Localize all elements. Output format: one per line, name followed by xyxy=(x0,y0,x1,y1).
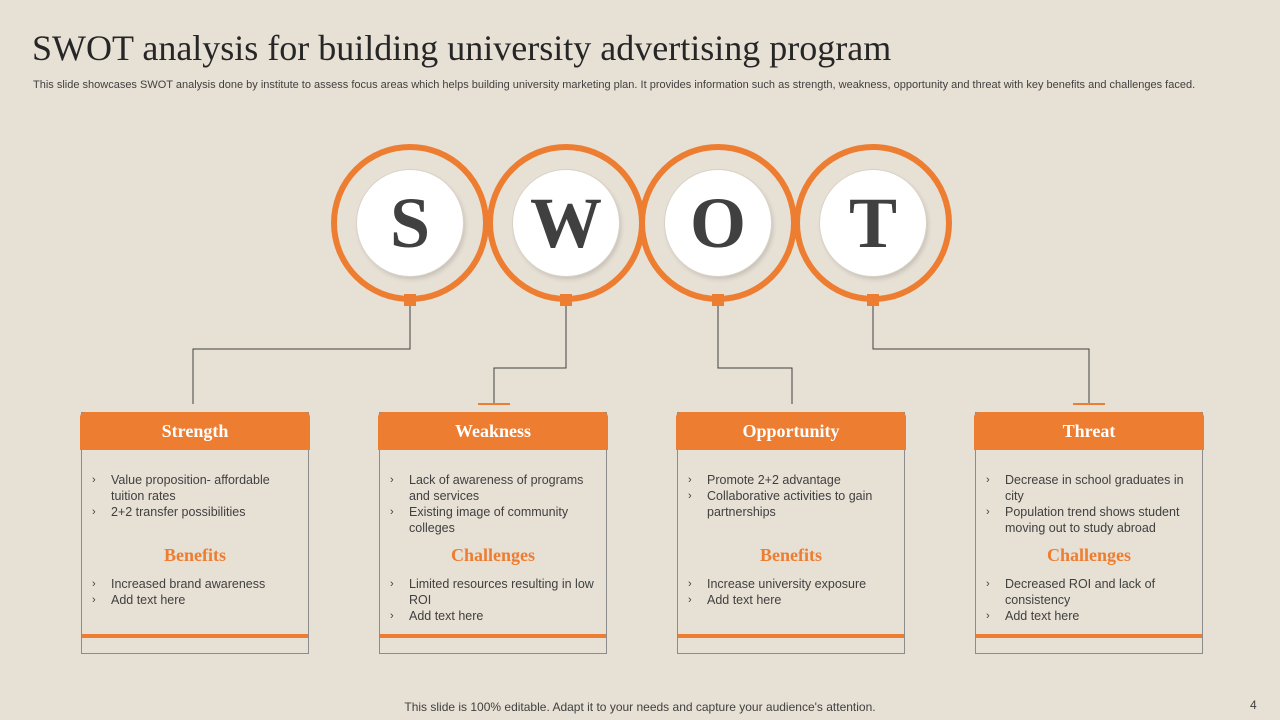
letter-t: T xyxy=(848,183,898,263)
card-items xyxy=(92,472,298,520)
card-subheading: Challenges xyxy=(450,545,535,565)
card-title: Opportunity xyxy=(676,412,906,450)
circle-inner xyxy=(513,170,619,276)
connector-opportunity xyxy=(718,306,792,404)
list-item: › Lack of awareness of programs and services xyxy=(390,472,596,504)
list-item: › Add text here xyxy=(986,608,1192,624)
list-item: › Promote 2+2 advantage xyxy=(688,472,894,488)
card-opportunity xyxy=(677,412,905,654)
list-item: › Increased brand awareness xyxy=(92,576,298,592)
card-subheading: Challenges xyxy=(1046,545,1131,565)
list-item: › Limited resources resulting in low ROI xyxy=(390,576,596,608)
letter-s: S xyxy=(389,183,431,263)
slide-title: SWOT analysis for building university advertising program xyxy=(32,28,892,68)
card-weakness xyxy=(379,412,607,654)
card-footer-bar xyxy=(976,634,1202,638)
slide-subtitle: This slide showcases SWOT analysis done by institute to assess focus areas which helps building university marketing plan. It provides information such as strength, weakness, opportunity and threat with key benefits and challenges faced. xyxy=(33,79,1196,91)
list-item: › Collaborative activities to gain partnerships xyxy=(688,488,894,520)
list-item: › Add text here xyxy=(390,608,596,624)
card-sub-items xyxy=(390,576,596,624)
card-items xyxy=(986,472,1192,536)
card-title: Threat xyxy=(974,412,1204,450)
slide-footer: This slide is 100% editable. Adapt it to your needs and capture your audience's attention. xyxy=(404,700,876,714)
circle-inner xyxy=(665,170,771,276)
card-footer-bar xyxy=(678,634,904,638)
card-title: Weakness xyxy=(378,412,608,450)
connector-weakness xyxy=(494,306,566,404)
circle-o xyxy=(639,144,799,304)
list-item: › 2+2 transfer possibilities xyxy=(92,504,298,520)
list-item: › Add text here xyxy=(92,592,298,608)
card-items xyxy=(688,472,894,520)
list-item: › Value proposition- affordable tuition rates xyxy=(92,472,298,504)
list-item: › Increase university exposure xyxy=(688,576,894,592)
card-strength xyxy=(81,412,309,654)
page-number: 4 xyxy=(1250,698,1257,712)
letter-o: O xyxy=(689,183,746,263)
letter-w: W xyxy=(530,183,602,263)
card-subheading: Benefits xyxy=(164,545,226,565)
list-item: › Population trend shows student moving out to study abroad xyxy=(986,504,1192,536)
card-sub-items xyxy=(986,576,1192,624)
circle-inner xyxy=(357,170,463,276)
circle-inner xyxy=(820,170,926,276)
list-item: › Add text here xyxy=(688,592,894,608)
card-footer-bar xyxy=(82,634,308,638)
circle-t xyxy=(794,144,954,304)
list-item: › Existing image of community colleges xyxy=(390,504,596,536)
circle-w xyxy=(487,144,647,304)
card-items xyxy=(390,472,596,536)
connector-strength xyxy=(193,306,410,404)
card-threat xyxy=(975,412,1203,654)
circle-s xyxy=(331,144,491,304)
card-sub-items xyxy=(92,576,298,608)
card-title: Strength xyxy=(80,412,310,450)
list-item: › Decrease in school graduates in city xyxy=(986,472,1192,504)
card-footer-bar xyxy=(380,634,606,638)
connector-threat xyxy=(873,306,1089,404)
card-sub-items xyxy=(688,576,894,608)
list-item: › Decreased ROI and lack of consistency xyxy=(986,576,1192,608)
card-subheading: Benefits xyxy=(760,545,822,565)
